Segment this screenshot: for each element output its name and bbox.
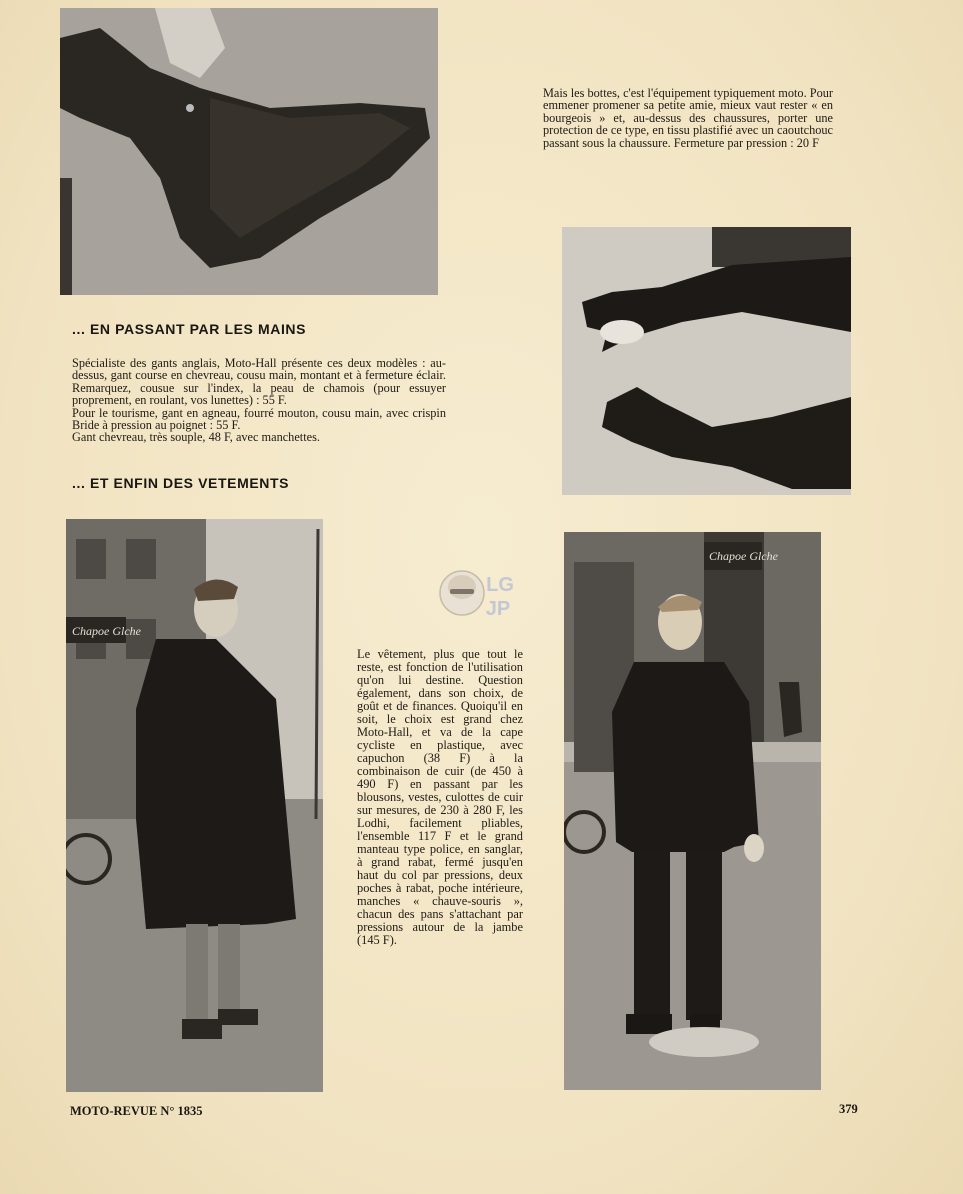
watermark-stamp <box>436 563 528 629</box>
hands-paragraph-1: Spécialiste des gants anglais, Moto-Hall présente ces deux modèles : au-dessus, gant course en chevreau, cousu main, montant et à fermeture éclair. Remarquez, cousue sur l'index, la peau de chamois (pour essuyer proprement, en roulant, vos lunettes) : 55 F. <box>72 356 446 408</box>
clothes-paragraph: Le vêtement, plus que tout le reste, est fonction de l'utilisation qu'on lui destine. Question également, dans son choix, de goût et de finances. Quoiqu'il en soit, le choix est grand chez Moto-Hall, et va de la cape cycliste en plastique, avec capuchon (38 F) à la combinaison de cuir (de 450 à 490 F) en passant par les blousons, vestes, culottes de cuir sur mesures, de 230 à 280 F, les Lodhi, facilement pliables, l'ensemble 117 F et le grand manteau type police, en sanglar, à grand rabat, fermé jusqu'en haut du col par pressions, deux poches à rabat, poche intérieure, manches « chauve-souris », chacun des pans s'attachant par pressions autour de la jambe (145 F). <box>357 647 523 947</box>
left-shop-sign: Chapoe Glche <box>72 624 141 638</box>
gloves-photo <box>562 227 851 495</box>
boots-caption-text: Mais les bottes, c'est l'équipement typiquement moto. Pour emmener promener sa petite amie, mieux vaut rester « en bourgeois » et, au-dessus des chaussures, porter une protection de ce type, en tissu plastifié avec un caoutchouc passant sous la chaussure. Fermeture par pression : 20 F <box>543 86 833 150</box>
right-shop-sign: Chapoe Glche <box>709 549 778 563</box>
hands-paragraph-2: Pour le tourisme, gant en agneau, fourré mouton, cousu main, avec crispin Bride à pression au poignet : 55 F. <box>72 405 446 433</box>
coat-man-photo <box>66 519 323 1092</box>
hands-section-body <box>72 357 446 444</box>
boots-caption <box>543 87 833 149</box>
footer-magazine-issue: MOTO-REVUE N° 1835 <box>70 1104 203 1118</box>
hands-paragraph-3: Gant chevreau, très souple, 48 F, avec manchettes. <box>72 430 320 445</box>
footer-page-number: 379 <box>839 1102 858 1116</box>
clothes-section-title: ... ET ENFIN DES VETEMENTS <box>72 475 290 491</box>
clothes-section-body <box>357 648 523 947</box>
hands-section-title: ... EN PASSANT PAR LES MAINS <box>72 321 307 337</box>
watermark-initials-top: LG <box>486 574 514 596</box>
boot-photo <box>60 8 438 295</box>
watermark-initials-bottom: JP <box>485 598 511 620</box>
mannequin-photo <box>564 532 821 1090</box>
